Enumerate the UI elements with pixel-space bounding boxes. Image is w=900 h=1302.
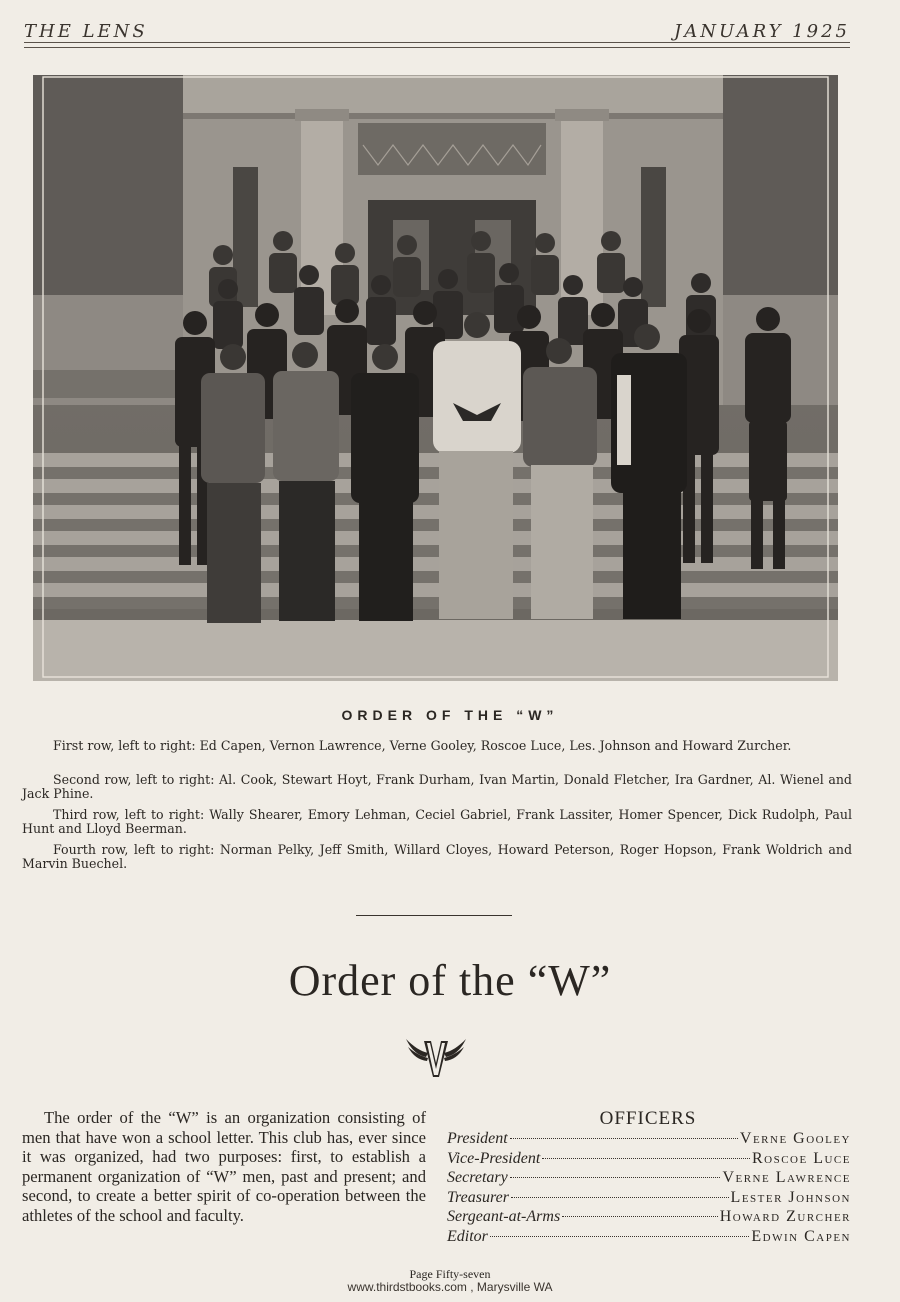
group-photo-illustration [33, 75, 838, 681]
leader-dots [510, 1177, 721, 1178]
officer-role: Sergeant-at-Arms [447, 1208, 561, 1225]
issue-date: JANUARY 1925 [674, 21, 850, 42]
officer-role: Treasurer [447, 1188, 509, 1206]
officer-row [447, 1130, 851, 1150]
officer-name: Verne Gooley [739, 1130, 851, 1147]
publication-name: THE LENS [24, 21, 148, 42]
officer-row [447, 1150, 851, 1170]
officer-row [447, 1169, 851, 1189]
caption-first-row: First row, left to right: Ed Capen, Vernon Lawrence, Verne Gooley, Roscoe Luce, Les. Johnson and Howard Zurcher. [53, 738, 792, 753]
article-body: The order of the “W” is an organization consisting of men that have won a school letter. This club has, ever since it was organized, had two purposes: first, to establish a permanent organization of “W” men, past and present; and second, to create a better spirit of co-operation between the athletes of the school and faculty. [22, 1108, 426, 1225]
caption-third-row: Third row, left to right: Wally Shearer, Emory Lehman, Ceciel Gabriel, Frank Lassiter, Homer Spencer, Dick Rudolph, Paul Hunt and Lloyd Beerman. [22, 807, 852, 836]
photo-caption-title: ORDER OF THE “W” [341, 707, 559, 723]
header-double-rule [24, 42, 850, 48]
leader-dots [562, 1216, 718, 1217]
officer-role: Secretary [447, 1169, 508, 1186]
leader-dots [542, 1158, 750, 1159]
officer-role: Editor [447, 1227, 488, 1245]
article-title: Order of the “W” [288, 956, 612, 1005]
officers-list [447, 1130, 851, 1247]
officer-name: Edwin Capen [751, 1227, 851, 1245]
officer-name: Howard Zurcher [719, 1208, 851, 1225]
caption-fourth-row: Fourth row, left to right: Norman Pelky, Jeff Smith, Willard Cloyes, Howard Peterson, Roger Hopson, Frank Woldrich and Marvin Buechel. [22, 842, 852, 871]
section-divider [356, 915, 512, 916]
group-photograph [33, 75, 838, 681]
leader-dots [511, 1197, 729, 1198]
officer-role: Vice-President [447, 1149, 541, 1167]
officer-row [447, 1208, 851, 1228]
page-number: Page Fifty-seven [409, 1267, 491, 1281]
leader-dots [510, 1138, 738, 1139]
scan-watermark: www.thirdstbooks.com , Marysville WA [347, 1280, 553, 1294]
running-header [24, 18, 850, 42]
officer-role: President [447, 1130, 508, 1147]
winged-w-emblem-icon [404, 1033, 468, 1081]
caption-second-row: Second row, left to right: Al. Cook, Stewart Hoyt, Frank Durham, Ivan Martin, Donald Fletcher, Ira Gardner, Al. Wienel and Jack Phine. [22, 772, 852, 801]
officer-name: Verne Lawrence [722, 1169, 851, 1186]
officer-name: Roscoe Luce [751, 1149, 851, 1167]
officer-row [447, 1228, 851, 1248]
officers-heading: OFFICERS [599, 1108, 697, 1129]
officer-name: Lester Johnson [730, 1188, 851, 1206]
leader-dots [490, 1236, 750, 1237]
officer-row [447, 1189, 851, 1209]
